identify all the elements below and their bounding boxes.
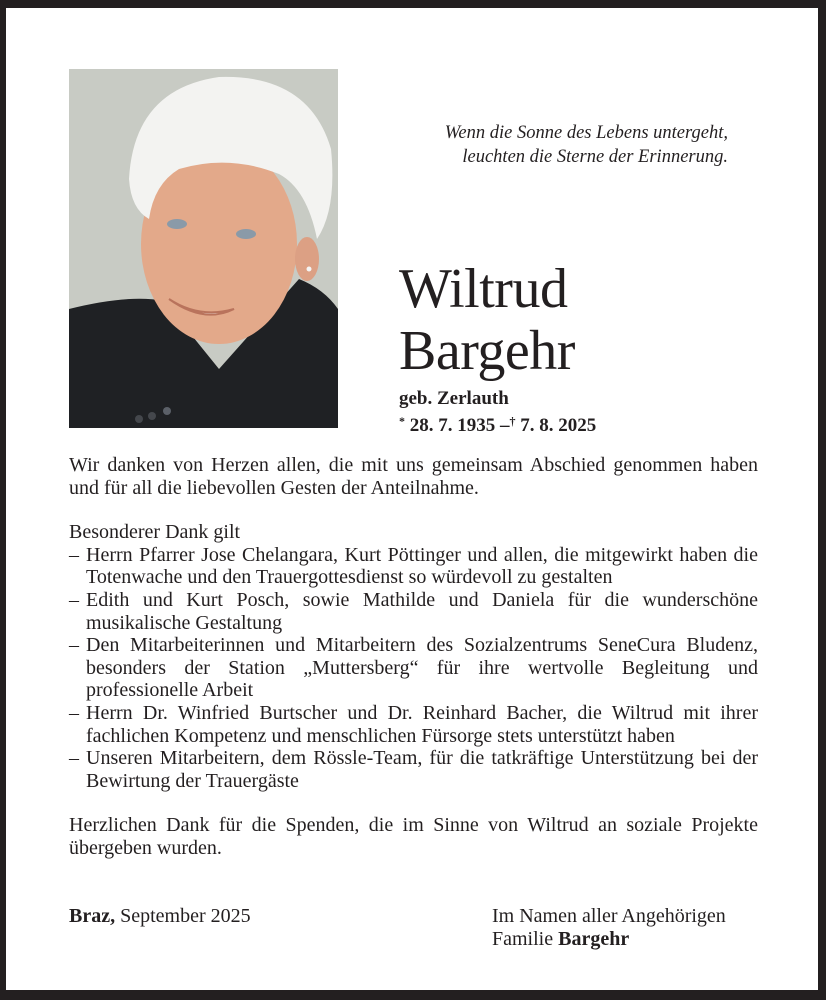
thanks-text <box>69 454 758 860</box>
maiden-name: geb. Zerlauth <box>399 388 509 409</box>
life-dates <box>399 410 596 437</box>
first-name: Wiltrud <box>399 258 568 320</box>
list-item: – Herrn Pfarrer Jose Chelangara, Kurt Pöttinger und allen, die mitgewirkt haben die Totenwache und den Trauergottesdienst so würdevoll zu gestalten <box>69 543 758 589</box>
list-item: – Unseren Mitarbeitern, dem Rössle-Team, für die tatkräftige Unterstützung bei der Bewirtung der Trauergäste <box>69 747 758 792</box>
last-name: Bargehr <box>399 320 575 382</box>
list-item: – Herrn Dr. Winfried Burtscher und Dr. Reinhard Bacher, die Wiltrud mit ihrer fachlichen Kompetenz und menschlichen Fürsorge stets unterstützt haben <box>69 701 758 747</box>
thanks-list <box>69 544 758 793</box>
date: September 2025 <box>120 905 251 927</box>
thanks-heading: Besonderer Dank gilt <box>69 521 241 544</box>
list-item: – Den Mitarbeiterinnen und Mitarbeitern des Sozialzentrums SeneCura Bludenz, besonders der Station „Muttersberg“ für ihre wertvolle Begleitung und professionelle Arbeit <box>69 634 758 702</box>
portrait-photo-icon <box>69 69 338 428</box>
dash-bullet-icon: – <box>69 634 79 657</box>
birth-date: 28. 7. 1935 <box>409 415 496 436</box>
dash-bullet-icon: – <box>69 588 79 611</box>
dash-bullet-icon: – <box>69 747 79 770</box>
signature-line-1: Im Namen aller Angehörigen <box>492 905 726 927</box>
dash-bullet-icon: – <box>69 701 79 724</box>
motto-line-1: Wenn die Sonne des Lebens untergeht, <box>444 123 728 143</box>
family-name: Bargehr <box>558 927 630 950</box>
deceased-name <box>399 258 575 382</box>
signature <box>492 905 726 950</box>
death-date: 7. 8. 2025 <box>520 415 597 436</box>
intro-paragraph: Wir danken von Herzen allen, die mit uns gemeinsam Abschied genommen haben und für all die liebevollen Gesten der Anteilnahme. <box>69 454 758 499</box>
obituary-page <box>6 8 818 990</box>
death-cross-icon: † <box>509 414 516 428</box>
motto-line-2: leuchten die Sterne der Erinnerung. <box>462 147 728 167</box>
list-item: – Edith und Kurt Posch, sowie Mathilde und Daniela für die wunderschöne musikalische Gestaltung <box>69 588 758 634</box>
dash-bullet-icon: – <box>69 543 79 566</box>
family-prefix: Familie <box>492 927 554 950</box>
place: Braz, <box>69 905 116 927</box>
motto-quote <box>398 121 728 169</box>
date-separator: – <box>500 415 510 436</box>
portrait-photo <box>69 69 338 428</box>
donations-paragraph: Herzlichen Dank für die Spenden, die im Sinne von Wiltrud an soziale Projekte übergeben wurden. <box>69 814 758 859</box>
birth-star-icon: * <box>399 414 405 428</box>
signature-line-2 <box>492 928 726 951</box>
place-date <box>69 905 251 928</box>
